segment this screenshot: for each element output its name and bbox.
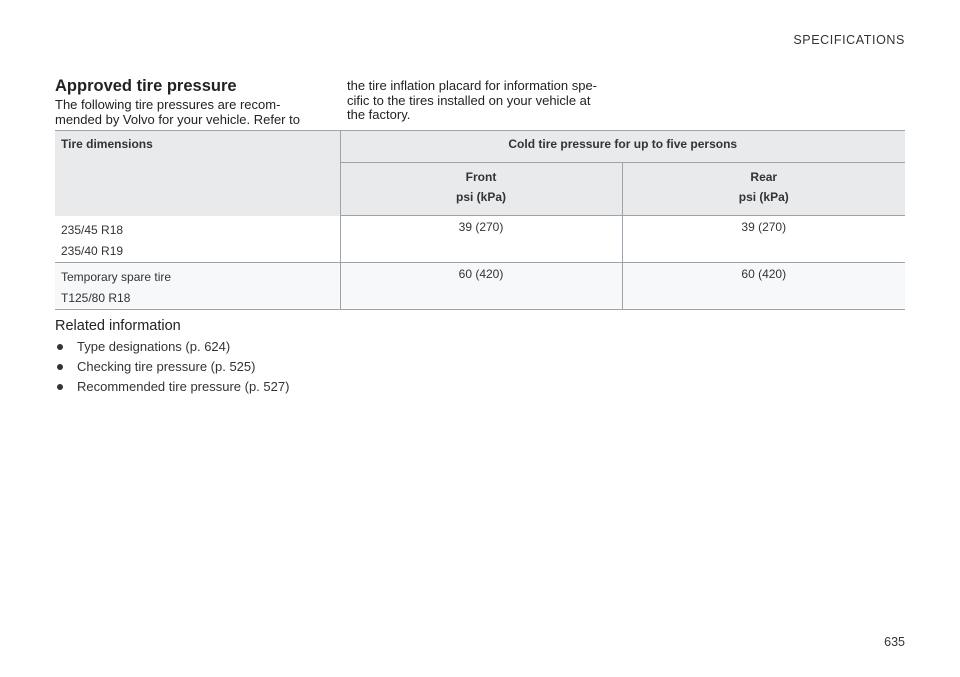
intro-line: cific to the tires installed on your vehicle at — [347, 92, 591, 108]
column-header-rear — [622, 163, 905, 216]
rear-unit: psi (kPa) — [738, 190, 789, 204]
related-link-checking-tire-pressure[interactable] — [55, 357, 455, 377]
related-link-label: Type designations (p. 624) — [77, 339, 231, 354]
rear-pressure-cell: 39 (270) — [622, 216, 905, 263]
bullet-icon — [57, 364, 63, 370]
front-pressure-cell: 60 (420) — [340, 262, 622, 309]
column-header-cold-pressure: Cold tire pressure for up to five persons — [340, 131, 905, 163]
tire-dimension: Temporary spare tire — [61, 269, 172, 284]
table-row — [55, 216, 905, 263]
table-header-row — [55, 131, 905, 163]
related-link-label: Recommended tire pressure (p. 527) — [77, 379, 290, 394]
bullet-icon — [57, 384, 63, 390]
related-link-recommended-tire-pressure[interactable] — [55, 377, 455, 397]
column-header-tire-dimensions: Tire dimensions — [55, 131, 340, 216]
intro-line: the factory. — [347, 107, 411, 123]
running-head: SPECIFICATIONS — [793, 33, 905, 47]
section-title: Approved tire pressure — [55, 77, 237, 95]
intro-text-left — [55, 98, 320, 127]
tire-pressure-table — [55, 130, 905, 310]
column-header-front — [340, 163, 622, 216]
related-title: Related information — [55, 318, 181, 334]
tire-dimension: T125/80 R18 — [61, 290, 131, 305]
front-label: Front — [465, 170, 497, 184]
intro-line: The following tire pressures are recom- — [55, 97, 281, 112]
related-list — [55, 337, 455, 397]
related-link-label: Checking tire pressure (p. 525) — [77, 359, 256, 374]
tire-dimension: 235/40 R19 — [61, 243, 124, 258]
related-information — [55, 318, 455, 397]
front-unit: psi (kPa) — [455, 190, 506, 204]
bullet-icon — [57, 344, 63, 350]
related-link-type-designations[interactable] — [55, 337, 455, 357]
page-number: 635 — [884, 635, 905, 649]
front-pressure-cell: 39 (270) — [340, 216, 622, 263]
tire-dimensions-cell — [55, 262, 340, 309]
intro-section — [55, 77, 655, 127]
rear-label: Rear — [750, 170, 778, 184]
rear-pressure-cell: 60 (420) — [622, 262, 905, 309]
intro-text-right — [347, 79, 622, 123]
tire-dimensions-cell — [55, 216, 340, 263]
tire-dimension: 235/45 R18 — [61, 222, 124, 237]
table-row — [55, 262, 905, 309]
intro-line: mended by Volvo for your vehicle. Refer to — [55, 111, 300, 127]
intro-line: the tire inflation placard for information spe- — [347, 78, 598, 93]
